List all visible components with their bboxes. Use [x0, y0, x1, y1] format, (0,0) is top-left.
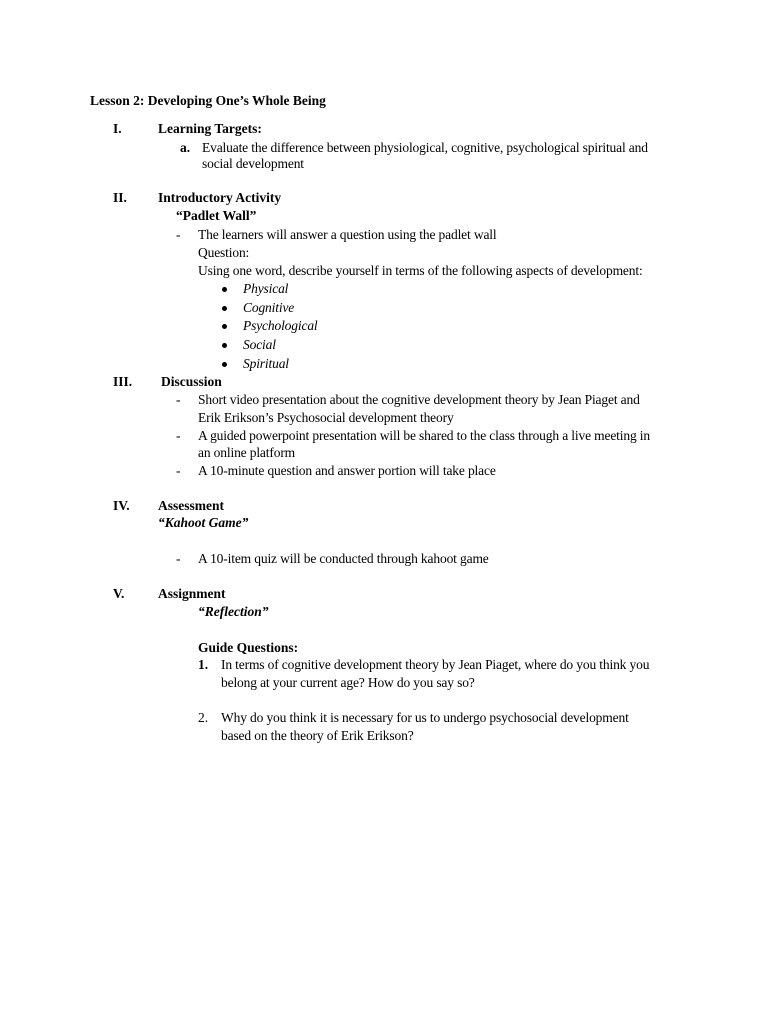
discussion-heading: Discussion — [161, 374, 222, 389]
bullet-icon — [222, 299, 227, 317]
section-numeral-iv: IV. — [113, 498, 130, 513]
introductory-activity-heading: Introductory Activity — [158, 190, 282, 205]
lesson-title: Lesson 2: Developing One’s Whole Being — [90, 93, 326, 108]
discussion-item-1-line-1: Short video presentation about the cognitive development theory by Jean Piaget and — [198, 392, 640, 407]
discussion-item-3: A 10-minute question and answer portion will take place — [198, 463, 496, 478]
question-1-line-1: In terms of cognitive development theory by Jean Piaget, where do you think you — [221, 657, 650, 672]
section-numeral-iii: III. — [113, 374, 133, 389]
bullet-icon — [222, 317, 227, 335]
assessment-heading: Assessment — [158, 498, 224, 513]
section-numeral-v: V. — [113, 586, 125, 601]
aspect-psychological: Psychological — [243, 318, 318, 333]
question-1-number: 1. — [198, 657, 209, 672]
learning-targets-heading: Learning Targets: — [158, 121, 262, 136]
guide-questions-heading: Guide Questions: — [198, 640, 299, 655]
question-2-line-2: based on the theory of Erik Erikson? — [221, 728, 414, 743]
section-numeral-i: I. — [113, 121, 122, 136]
assignment-heading: Assignment — [158, 586, 226, 601]
padlet-wall-title: “Padlet Wall” — [176, 208, 257, 223]
dash-marker: - — [176, 551, 181, 566]
question-2-number: 2. — [198, 710, 209, 725]
discussion-item-2-line-1: A guided powerpoint presentation will be shared to the class through a live meeting in — [198, 428, 650, 443]
reflection-title: “Reflection” — [198, 604, 269, 619]
bullet-icon — [222, 280, 227, 298]
section-numeral-ii: II. — [113, 190, 127, 205]
discussion-item-2-line-2: an online platform — [198, 445, 296, 460]
target-item-marker: a. — [180, 140, 191, 155]
target-item-line-1: Evaluate the difference between physiological, cognitive, psychological spiritual and — [202, 140, 648, 155]
intro-line-1: The learners will answer a question using the padlet wall — [198, 227, 497, 242]
aspect-social: Social — [243, 337, 276, 352]
question-1-line-2: belong at your current age? How do you say so? — [221, 675, 475, 690]
aspect-physical: Physical — [243, 281, 289, 296]
aspect-spiritual: Spiritual — [243, 356, 289, 371]
dash-marker: - — [176, 463, 181, 478]
kahoot-game-title: “Kahoot Game” — [158, 515, 249, 530]
bullet-icon — [222, 355, 227, 373]
dash-marker: - — [176, 392, 181, 407]
dash-marker: - — [176, 227, 181, 242]
question-label: Question: — [198, 245, 250, 260]
bullet-icon — [222, 336, 227, 354]
question-2-line-1: Why do you think it is necessary for us to undergo psychosocial development — [221, 710, 629, 725]
aspect-cognitive: Cognitive — [243, 300, 295, 315]
question-text: Using one word, describe yourself in terms of the following aspects of development: — [198, 263, 643, 278]
assessment-item-1: A 10-item quiz will be conducted through kahoot game — [198, 551, 489, 566]
target-item-line-2: social development — [202, 156, 304, 171]
discussion-item-1-line-2: Erik Erikson’s Psychosocial development theory — [198, 410, 454, 425]
dash-marker: - — [176, 428, 181, 443]
